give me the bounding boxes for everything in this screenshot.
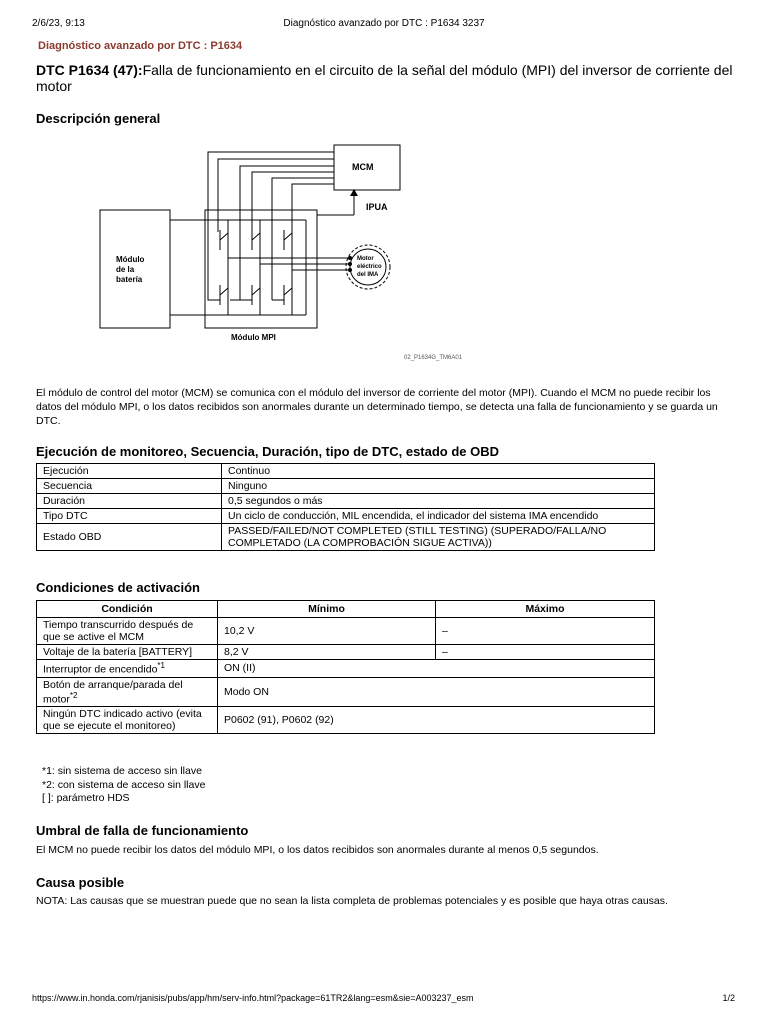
column-header: Condición [37,601,218,618]
min-cell: ON (II) [218,660,655,678]
activation-heading: Condiciones de activación [36,580,200,595]
dtc-title [36,62,736,94]
page-number: 1/2 [722,993,735,1003]
footnotes [42,765,205,806]
condition-text: Interruptor de encendido [43,663,158,676]
ipua-label: IPUA [366,202,388,212]
threshold-text: El MCM no puede recibir los datos del módulo MPI, o los datos recibidos son anormales durante al menos 0,5 segundos. [36,844,599,856]
row-value: Un ciclo de conducción, MIL encendida, el indicador del sistema IMA encendido [222,509,655,524]
monitor-table [36,463,655,551]
table-header-row [37,601,655,618]
min-cell: 10,2 V [218,618,436,645]
row-value: Continuo [222,464,655,479]
dtc-description: Falla de funcionamiento en el circuito de la señal del módulo (MPI) del inversor de corriente del motor [36,62,733,94]
dtc-code: DTC P1634 (47): [36,62,143,78]
table-row [37,494,655,509]
row-value: PASSED/FAILED/NOT COMPLETED (STILL TESTING) (SUPERADO/FALLA/NO COMPLETADO (LA COMPROBACIÓN SIGUE ACTIVA)) [222,524,655,551]
table-row [37,618,655,645]
column-header: Máximo [436,601,655,618]
footnote: *2: con sistema de acceso sin llave [42,778,206,791]
row-label: Secuencia [37,479,222,494]
battery-label-2: de la [116,265,135,274]
row-value: Ninguno [222,479,655,494]
threshold-heading: Umbral de falla de funcionamiento [36,823,249,838]
condition-cell [37,660,218,678]
condition-text: Botón de arranque/parada del motor [43,678,183,705]
table-row [37,645,655,660]
condition-cell: Voltaje de la batería [BATTERY] [37,645,218,660]
motor-label-1: Motor [357,256,374,262]
footnote-ref: *1 [157,661,165,670]
battery-box [100,210,170,328]
condition-cell: Tiempo transcurrido después de que se active el MCM [37,618,218,645]
table-row [37,677,655,707]
min-cell: 8,2 V [218,645,436,660]
row-label: Tipo DTC [37,509,222,524]
motor-label-3: del IMA [357,272,379,278]
table-row [37,660,655,678]
activation-table [36,600,655,734]
row-label: Ejecución [37,464,222,479]
footnote: *1: sin sistema de acceso sin llave [42,765,202,777]
min-cell: Modo ON [218,677,655,707]
footnote-ref: *2 [69,690,78,700]
breadcrumb[interactable]: Diagnóstico avanzado por DTC : P1634 [38,40,243,52]
table-row [37,524,655,551]
mpi-label: Módulo MPI [231,333,276,342]
motor-label-2: eléctrico [357,264,382,270]
cause-heading: Causa posible [36,875,125,890]
cause-text: NOTA: Las causas que se muestran puede que no sean la lista completa de problemas potenciales y es posible que haya otras causas. [36,895,668,907]
figure-id: 02_P1634G_TM6A01 [404,355,463,361]
column-header: Mínimo [218,601,436,618]
print-title: Diagnóstico avanzado por DTC : P1634 3237 [283,18,485,29]
battery-label-3: batería [116,275,143,284]
min-cell: P0602 (91), P0602 (92) [218,707,655,734]
mcm-label: MCM [352,162,374,172]
max-cell: – [436,618,655,645]
footer-url: https://www.in.honda.com/rjanisis/pubs/app/hm/serv-info.html?package=61TR2&lang=esm&sie=A003237_esm [32,993,474,1003]
general-heading: Descripción general [36,111,161,126]
battery-label-1: Módulo [116,255,145,264]
row-label: Estado OBD [37,524,222,551]
condition-cell [37,677,218,707]
table-row [37,464,655,479]
table-row [37,479,655,494]
condition-cell: Ningún DTC indicado activo (evita que se ejecute el monitoreo) [37,707,218,734]
general-paragraph: El módulo de control del motor (MCM) se comunica con el módulo del inversor de corriente del motor (MPI). Cuando el MCM no puede recibir los datos del módulo MPI, o los datos recibidos son anormales durante un determinado tiempo, se detecta una falla de funcionamiento y se guarda un DTC. [36,387,718,427]
footnote: [ ]: parámetro HDS [42,792,130,804]
monitor-heading: Ejecución de monitoreo, Secuencia, Duración, tipo de DTC, estado de OBD [36,444,500,459]
circuit-diagram [96,140,416,345]
mpi-box [205,210,317,328]
row-value: 0,5 segundos o más [222,494,655,509]
max-cell: – [436,645,655,660]
table-row [37,509,655,524]
row-label: Duración [37,494,222,509]
table-row [37,707,655,734]
print-date: 2/6/23, 9:13 [32,18,85,29]
